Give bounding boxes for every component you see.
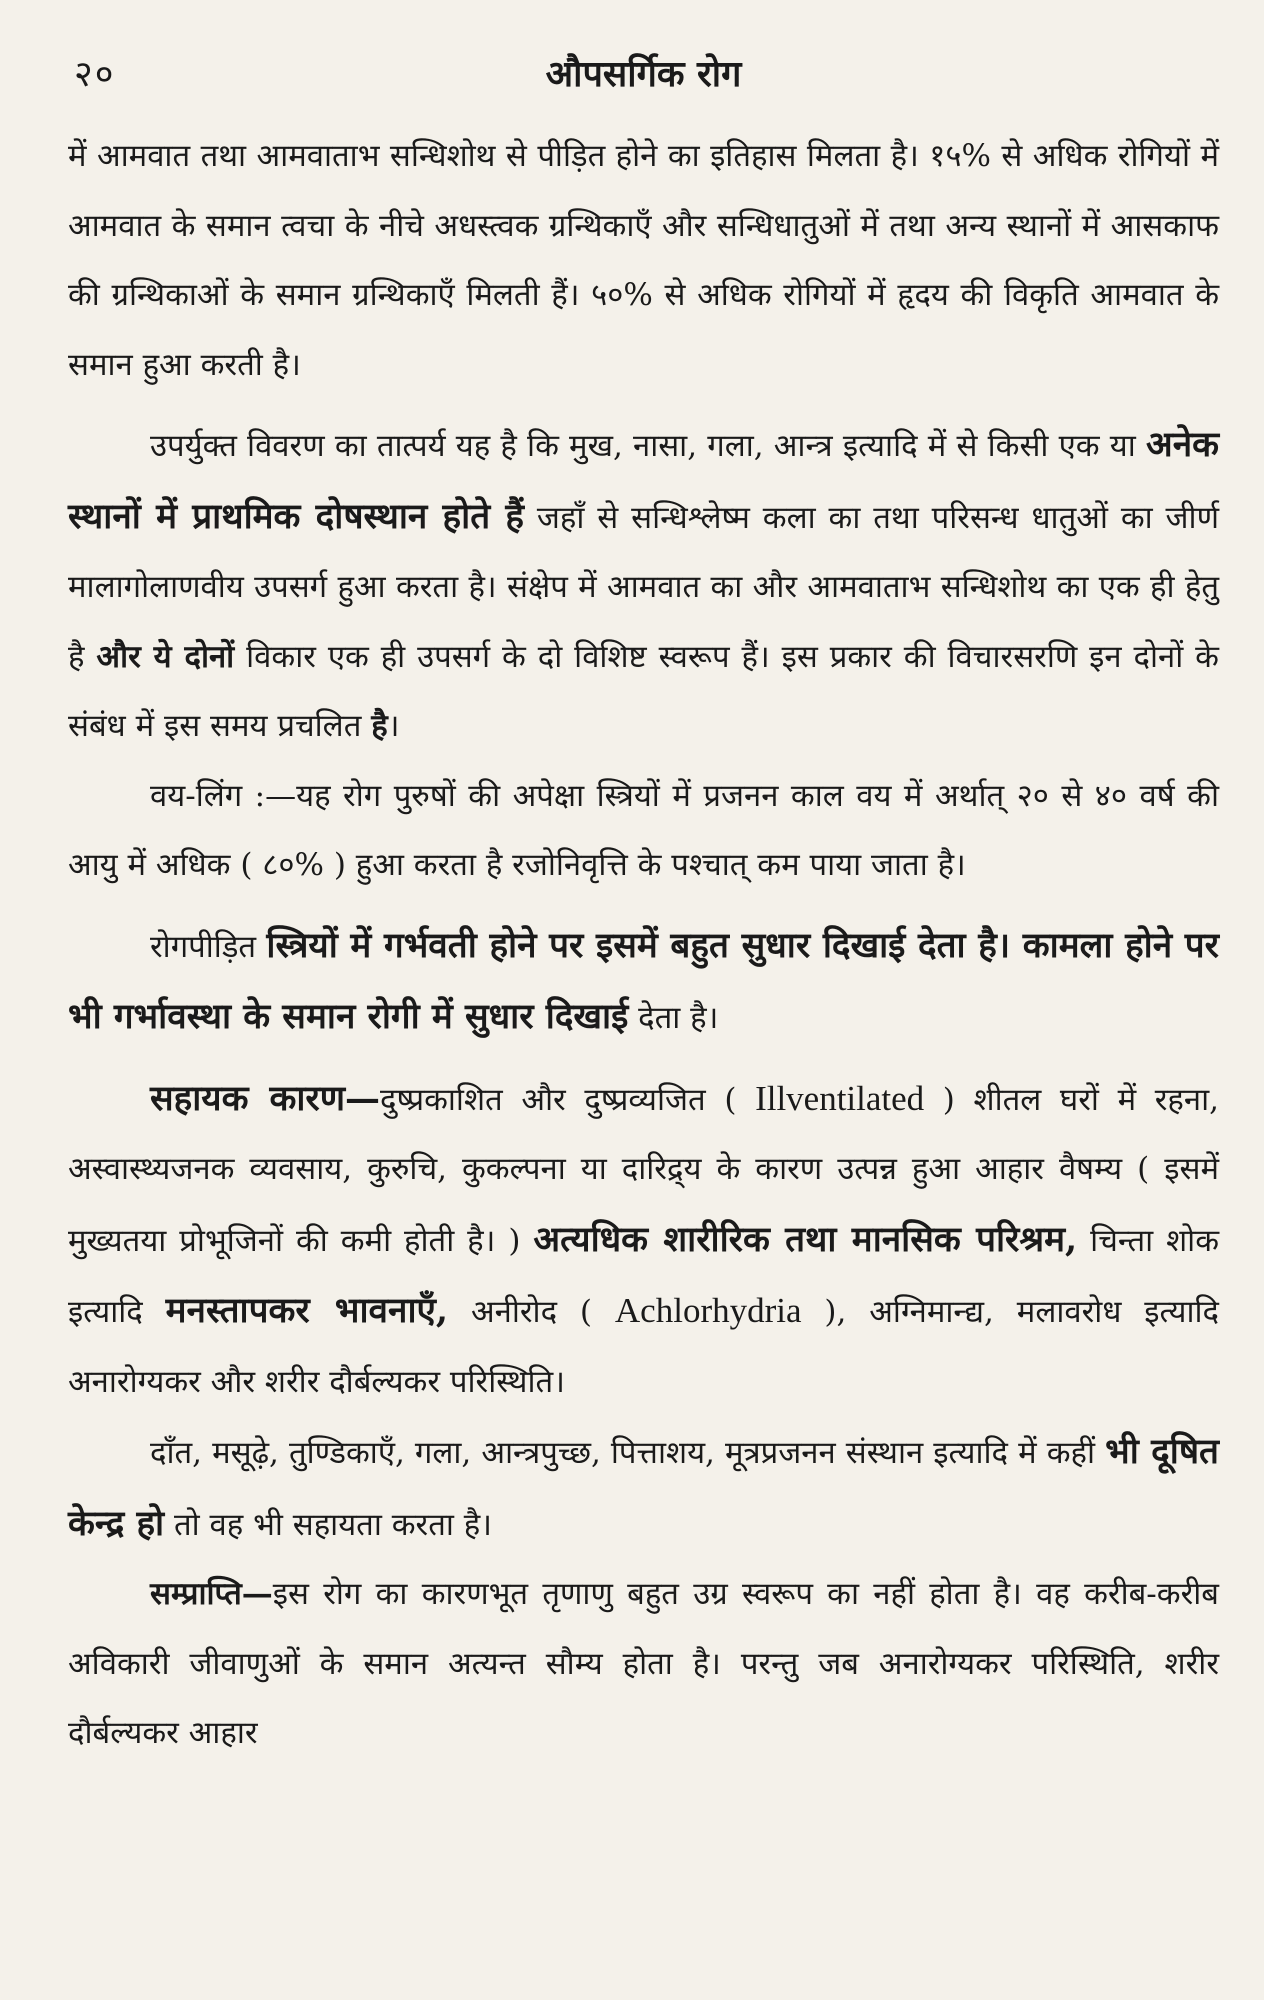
paragraph-7 xyxy=(68,1560,1219,1769)
running-title: औपसर्गिक रोग xyxy=(545,53,742,95)
paragraph-2-emphasis: विशिष्ट स्वरूप हैं। xyxy=(574,638,770,675)
section-heading-pathogenesis: सम्प्राप्ति— xyxy=(150,1576,273,1612)
paragraph-5-bold: अत्यधिक शारीरिक तथा मानसिक परिश्रम, xyxy=(533,1218,1078,1260)
paragraph-2-text-c: विकार एक ही उपसर्ग के दो xyxy=(234,638,575,675)
paragraph-3: वय-लिंग :—यह रोग पुरुषों की अपेक्षा स्त्रियों में प्रजनन काल वय में अर्थात् २० से ४० वर्ष की आयु में अधिक ( ८०% ) हुआ करता है रजोनिवृत्ति के पश्चात् कम पाया जाता है। xyxy=(68,777,1219,883)
paragraph-2-text-d: इस प्रकार की विचारसरणि इन दोनों के संबंध में इस समय प्रचलित xyxy=(68,638,1219,744)
paragraph-2-bold-2: और ये दोनों xyxy=(96,638,235,675)
page-number: २० xyxy=(74,54,116,95)
paragraph-5 xyxy=(68,1064,1219,1418)
paragraph-5-bold-2: मनस्तापकर भावनाएँ, xyxy=(165,1290,449,1331)
paragraph-7-text-a: इस रोग का कारणभूत तृणाणु बहुत उग्र स्वरूप का नहीं होता है। वह करीब-करीब अविकारी जीवाणुओं के समान अत्यन्त सौम्य होता है। परन्तु जब अनारोग्यकर परिस्थिति, शरीर दौर्बल्यकर आहार xyxy=(68,1576,1219,1751)
paragraph-4-text-b: देता है। xyxy=(628,1000,719,1036)
paragraph-5-text-b: ) शीतल घरों में रहना, अस्वास्थ्यजनक व्यवसाय, कुरुचि, कुकल्पना या दारिद्र्य के कारण उत्पन्न हुआ आहार वैषम्य ( इसमें मुख्यतया प्रोभूजिनों की कमी होती है। ) xyxy=(68,1081,1219,1259)
paragraph-4 xyxy=(68,911,1219,1054)
paragraph-6-text-a: दाँत, मसूढ़े, तुण्डिकाएँ, गला, आन्त्रपुच्छ, पित्ताशय, मूत्रप्रजनन संस्थान इत्यादि में कहीं xyxy=(150,1435,1106,1471)
paragraph-5-text-c: चिन्ता शोक इत्यादि xyxy=(68,1222,1220,1330)
paragraph-5-text-a: दुष्प्रकाशित और दुष्प्रव्यजित ( xyxy=(380,1081,756,1118)
paragraph-5-text-e: ), अग्निमान्द्य, मलावरोध इत्यादि अनारोग्यकर और शरीर दौर्बल्यकर परिस्थिति। xyxy=(68,1294,1219,1400)
paragraph-2-bold: अनेक स्थानों में प्राथमिक दोषस्थान होते हैं xyxy=(68,424,1219,537)
paragraph-5-text-d: अनीरोद ( xyxy=(448,1294,615,1330)
paragraph-2-bold-4: है xyxy=(371,708,388,744)
paragraph-2-text-a: उपर्युक्त विवरण का तात्पर्य यह है कि मुख, नासा, गला, आन्त्र इत्यादि में से किसी एक या xyxy=(150,428,1146,464)
latin-term-achlorhydria: Achlorhydria xyxy=(614,1291,802,1330)
paragraph-6-text-b: तो वह भी सहायता करता है। xyxy=(164,1506,492,1543)
paragraph-4-bold: स्त्रियों में गर्भवती होने पर इसमें बहुत सुधार दिखाई देता है। कामला होने पर भी गर्भावस्था के समान रोगी में सुधार दिखाई xyxy=(68,924,1219,1037)
paragraph-4-text-a: रोगपीड़ित xyxy=(150,928,267,965)
paragraph-2 xyxy=(68,410,1219,762)
page-header xyxy=(68,48,1219,108)
latin-term-illventilated: Illventilated xyxy=(755,1078,925,1118)
paragraph-2-text-b: जहाँ से सन्धिश्लेष्म कला का तथा परिसन्ध धातुओं का जीर्ण मालागोलाणवीय उपसर्ग हुआ करता है। संक्षेप में आमवात का और आमवाताभ सन्धिशोथ का एक ही हेतु है xyxy=(68,499,1219,675)
paragraph-2-text-e: । xyxy=(387,708,400,744)
paragraph-1: में आमवात तथा आमवाताभ सन्धिशोथ से पीड़ित होने का इतिहास मिलता है। १५% से अधिक रोगियों में आमवात के समान त्वचा के नीचे अधस्त्वक ग्रन्थिकाएँ और सन्धिधातुओं में तथा अन्य स्थानों में आसकाफ की ग्रन्थिकाओं के समान ग्रन्थिकाएँ मिलती हैं। ५०% से अधिक रोगियों में हृदय की विकृति आमवात के समान हुआ करती है। xyxy=(68,138,1219,383)
paragraph-6 xyxy=(68,1417,1219,1560)
section-heading-auxiliary-causes: सहायक कारण— xyxy=(150,1077,381,1119)
paragraph-6-bold: भी दूषित केन्द्र हो xyxy=(68,1431,1220,1544)
